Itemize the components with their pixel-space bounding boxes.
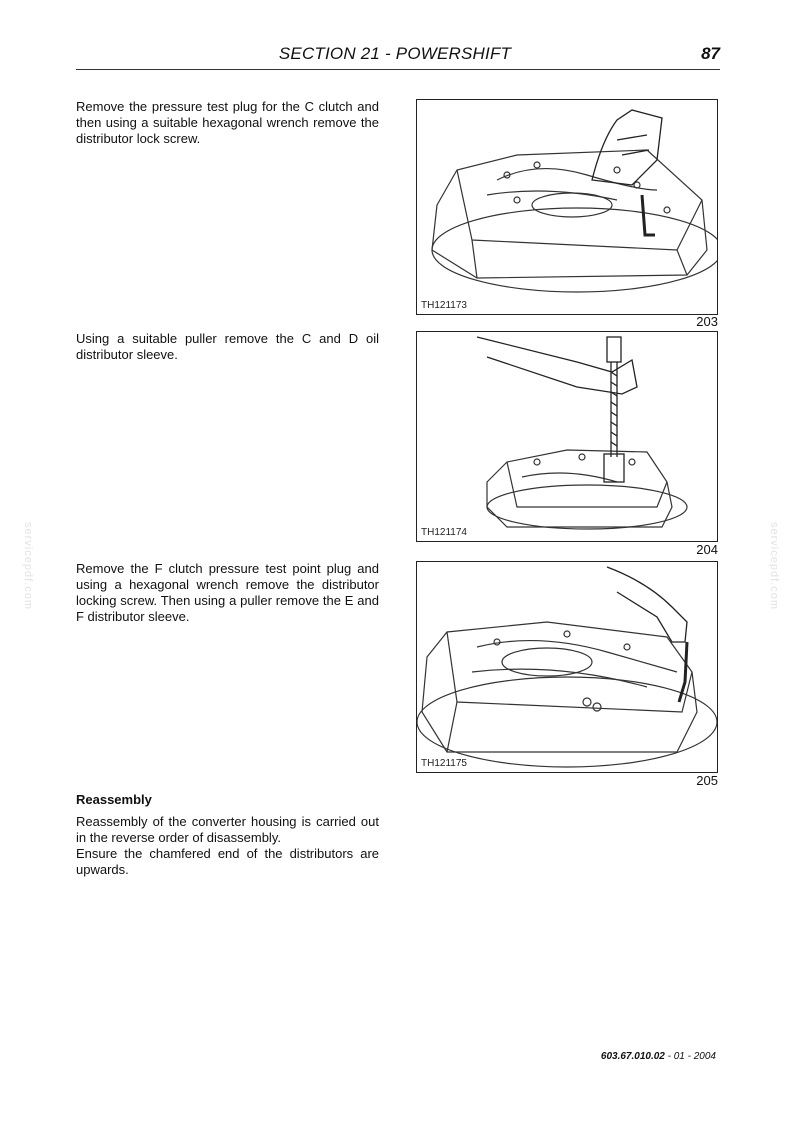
figure-code: TH121174 xyxy=(421,527,467,538)
document-code: 603.67.010.02 xyxy=(600,1051,665,1062)
watermark-right: servicepdf.com xyxy=(767,522,780,610)
figure-number: 204 xyxy=(696,542,718,557)
figure-code: TH121175 xyxy=(421,758,467,769)
figure-number: 203 xyxy=(696,314,718,329)
converter-housing-illustration xyxy=(417,100,717,314)
figure-204 xyxy=(416,331,718,542)
step-1-text: Remove the pressure test plug for the C clutch and then using a suitable hexagonal wrench remove the distributor lock screw. xyxy=(76,99,379,146)
page-number: 87 xyxy=(701,44,720,63)
step-3-text: Remove the F clutch pressure test point plug and using a hexagonal wrench remove the distributor locking screw. Then using a puller remove the E and F distributor sleeve. xyxy=(76,561,379,624)
watermark-left: servicepdf.com xyxy=(21,522,34,610)
distributor-removal-illustration xyxy=(417,562,717,772)
header-divider xyxy=(76,69,720,70)
document-footer xyxy=(601,1051,716,1062)
puller-illustration xyxy=(417,332,717,541)
reassembly-heading: Reassembly xyxy=(76,792,152,807)
document-date: - 01 - 2004 xyxy=(664,1051,716,1062)
figure-203 xyxy=(416,99,718,315)
figure-number: 205 xyxy=(696,773,718,788)
figure-code: TH121173 xyxy=(421,300,467,311)
reassembly-paragraph: Reassembly of the converter housing is carried out in the reverse order of disassembly. Ensure the chamfered end of the distributors are upwards. xyxy=(76,814,379,877)
step-2-text: Using a suitable puller remove the C and D oil distributor sleeve. xyxy=(76,331,379,362)
section-title: SECTION 21 - POWERSHIFT xyxy=(278,44,512,63)
figure-205 xyxy=(416,561,718,773)
